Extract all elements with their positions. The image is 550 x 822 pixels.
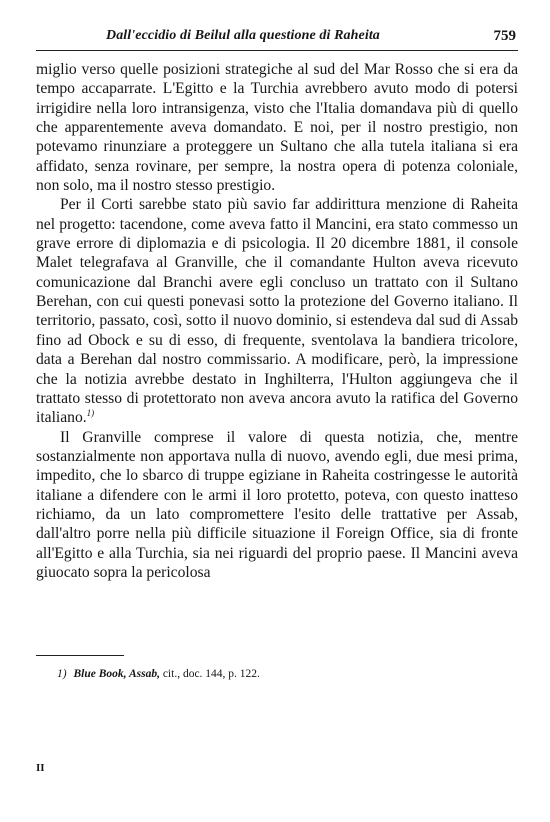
header-rule (36, 50, 518, 51)
paragraph-3: Il Granville comprese il valore di questa notizia, che, mentre sostanzialmente non apportava nulla di nuovo, avendo egli, due mesi prima, impedito, che lo sbarco di truppe egiziane in Raheita costringesse le autorità italiane a difendere con le armi il loro protetto, poteva, con questo inatteso richiamo, da un lato compromettere l'esito delle trattative per Assab, dall'altro porre nella più difficile situazione il Foreign Office, sia di fronte all'Egitto e alla Turchia, sia nei riguardi del proprio paese. Il Mancini aveva giuocato sopra la pericolosa (36, 428, 518, 581)
body-text (36, 60, 518, 582)
footnote-marker: 1) (57, 668, 67, 680)
footnote (57, 668, 260, 680)
running-title: Dall'eccidio di Beilul alla questione di Raheita (106, 28, 380, 43)
paragraph-1: miglio verso quelle posizioni strategiche al sud del Mar Rosso che si era da tempo accaparrate. L'Egitto e la Turchia avrebbero avuto modo di potersi irrigidire nella loro intransigenza, visto che l'Italia domandava più di quello che apparentemente aveva domandato. E noi, per il nostro prestigio, non potevamo rinunziare a proteggere un Sultano che alla tutela italiana si era affidato, senza rovinare, per sempre, la nostra opera di potenza coloniale, non solo, ma il nostro stesso prestigio. (36, 61, 518, 195)
signature-mark: II (36, 762, 45, 774)
paragraph-2 (36, 195, 518, 427)
paragraph-2-text: Per il Corti sarebbe stato più savio far addirittura menzione di Raheita nel progetto: tacendone, come aveva fatto il Mancini, era stato commesso un grave errore di diplomazia e di psicologia. Il 20 dicembre 1881, il console Malet telegrafava al Granville, che il comandante Hulton aveva ricevuto comunicazione dal Branchi avere egli concluso un trattato con il Sultano Berehan, con cui questi ponevasi sotto la protezione del Governo italiano. Il territorio, passato, così, sotto il nuovo dominio, si estendeva dal sud di Assab fino ad Obock e su di esso, di frequente, sventolava la bandiera tricolore, data a Berehan dal nostro commissario. A modificare, però, la impressione che la notizia avrebbe destato in Inghilterra, l'Hulton aggiungeva che il trattato stesso di protettorato non aveva ancora avuto la ratifica del Governo italiano. (36, 196, 518, 427)
footnote-citation: cit., doc. 144, p. 122. (162, 668, 260, 680)
footnote-rule (36, 655, 124, 656)
page-number: 759 (493, 28, 516, 44)
running-header (36, 28, 516, 48)
footnote-source-title: Blue Book, Assab, (73, 668, 160, 680)
footnote-reference: 1) (86, 408, 95, 419)
